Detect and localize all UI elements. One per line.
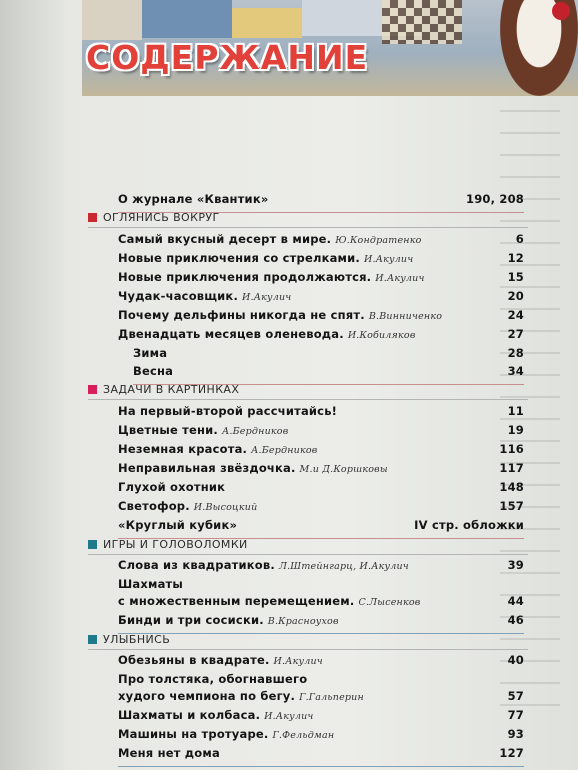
toc-entry-intro[interactable]: О журнале «Квантик» 190, 208 bbox=[118, 192, 524, 213]
toc-entry[interactable]: Неправильная звёздочка. М.и Д.Коршковы 117 bbox=[118, 461, 524, 475]
toc-entry[interactable]: Шахматы и колбаса. И.Акулич 77 bbox=[118, 708, 524, 722]
toc-entry[interactable]: Новые приключения продолжаются. И.Акулич 15 bbox=[118, 270, 524, 284]
toc-entry[interactable]: Неземная красота. А.Бердников 116 bbox=[118, 442, 524, 456]
toc-entry[interactable]: Меня нет дома 127 bbox=[118, 746, 524, 767]
section-header-look-around: ОГЛЯНИСЬ ВОКРУГ bbox=[88, 211, 528, 228]
toc-entry[interactable]: Машины на тротуаре. Г.Фельдман 93 bbox=[118, 727, 524, 741]
section-header-smile: УЛЫБНИСЬ bbox=[88, 633, 528, 650]
toc-entry[interactable]: Новые приключения со стрелками. И.Акулич 12 bbox=[118, 251, 524, 265]
toc-entry[interactable]: Чудак-часовщик. И.Акулич 20 bbox=[118, 289, 524, 303]
toc-entry[interactable]: «Круглый кубик» IV стр. обложки bbox=[118, 518, 524, 539]
toc-entry[interactable]: Цветные тени. А.Бердников 19 bbox=[118, 423, 524, 437]
cherry-illustration bbox=[552, 2, 570, 20]
toc-entry[interactable]: Самый вкусный десерт в мире. Ю.Кондратенко 6 bbox=[118, 232, 524, 246]
toc-entry[interactable]: худого чемпиона по бегу. Г.Гальперин 57 bbox=[118, 689, 524, 703]
toc-entry[interactable]: Слова из квадратиков. Л.Штейнгарц, И.Акулич 39 bbox=[118, 558, 524, 572]
page-title: СОДЕРЖАНИЕ bbox=[86, 38, 369, 77]
toc-entry[interactable]: Двенадцать месяцев оленевода. И.Кобиляков 27 bbox=[118, 327, 524, 341]
toc-entry-continued[interactable]: Про толстяка, обогнавшего bbox=[118, 672, 308, 686]
toc-entry[interactable]: На первый-второй рассчитайсь! 11 bbox=[118, 404, 524, 418]
toc-entry[interactable]: Почему дельфины никогда не спят. В.Винниченко 24 bbox=[118, 308, 524, 322]
toc-entry[interactable]: Глухой охотник 148 bbox=[118, 480, 524, 494]
toc-subentry[interactable]: Весна 34 bbox=[133, 364, 524, 385]
toc-entry[interactable]: с множественным перемещением. С.Лысенков 44 bbox=[118, 594, 524, 608]
section-marker-icon bbox=[88, 385, 97, 394]
toc-subentry[interactable]: Зима 28 bbox=[133, 346, 524, 360]
chessboard-illustration bbox=[382, 0, 462, 44]
section-marker-icon bbox=[88, 540, 97, 549]
toc-entry[interactable]: Обезьяны в квадрате. И.Акулич 40 bbox=[118, 653, 524, 667]
section-marker-icon bbox=[88, 635, 97, 644]
toc-entry[interactable]: Светофор. И.Высоцкий 157 bbox=[118, 499, 524, 513]
toc-entry[interactable]: Бинди и три сосиски. В.Красноухов 46 bbox=[118, 613, 524, 634]
section-header-games-puzzles: ИГРЫ И ГОЛОВОЛОМКИ bbox=[88, 538, 528, 555]
section-marker-icon bbox=[88, 213, 97, 222]
section-header-picture-puzzles: ЗАДАЧИ В КАРТИНКАХ bbox=[88, 383, 528, 400]
toc-entry-continued[interactable]: Шахматы bbox=[118, 577, 184, 591]
